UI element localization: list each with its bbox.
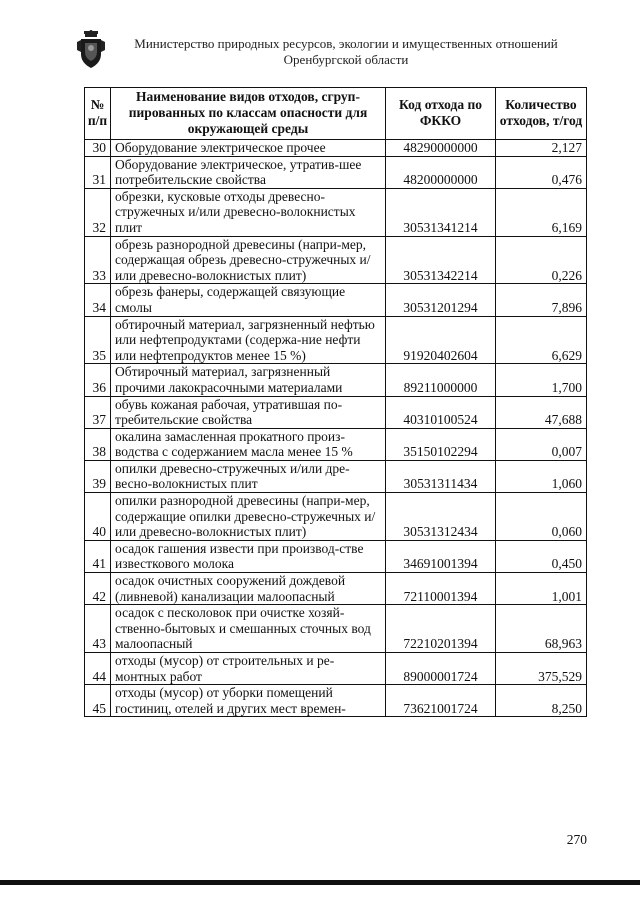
row-number: 37 [85,396,111,428]
waste-quantity: 8,250 [496,685,587,717]
fkko-code: 89211000000 [386,364,496,396]
row-number: 42 [85,573,111,605]
table-row [85,236,587,284]
waste-quantity: 1,001 [496,573,587,605]
waste-quantity: 47,688 [496,396,587,428]
table-row [85,316,587,364]
table-row [85,605,587,653]
waste-name: Оборудование электрическое прочее [111,140,386,157]
table-row [85,428,587,460]
fkko-code: 48200000000 [386,156,496,188]
waste-name: обтирочный материал, загрязненный нефтью или нефтепродуктами (содержа-ние нефти или нефтепродуктов менее 15 %) [111,316,386,364]
row-number: 36 [85,364,111,396]
waste-name: Оборудование электрическое, утратив-шее потребительские свойства [111,156,386,188]
table-row [85,653,587,685]
row-number: 44 [85,653,111,685]
header-number: № п/п [85,88,111,140]
waste-name: опилки древесно-стружечных и/или дре-весно-волокнистых плит [111,460,386,492]
fkko-code: 89000001724 [386,653,496,685]
table-row [85,364,587,396]
waste-name: окалина замасленная прокатного произ-водства с содержанием масла менее 15 % [111,428,386,460]
waste-name: обрезки, кусковые отходы древесно-стружечных и/или древесно-волокнистых плит [111,188,386,236]
scan-edge-bar [0,880,640,885]
waste-name: обрезь фанеры, содержащей связующие смолы [111,284,386,316]
table-row [85,493,587,541]
waste-quantity: 0,007 [496,428,587,460]
row-number: 31 [85,156,111,188]
table-row [85,140,587,157]
region-name: Оренбургской области [283,52,409,67]
waste-quantity: 0,450 [496,540,587,572]
row-number: 43 [85,605,111,653]
ministry-header [108,36,584,68]
waste-name: отходы (мусор) от уборки помещений гостиниц, отелей и других мест времен- [111,685,386,717]
row-number: 40 [85,493,111,541]
fkko-code: 30531342214 [386,236,496,284]
header-waste-name: Наименование видов отходов, сгруп-пированных по классам опасности для окружающей среды [111,88,386,140]
header-fkko-code: Код отхода по ФККО [386,88,496,140]
fkko-code: 91920402604 [386,316,496,364]
fkko-code: 30531311434 [386,460,496,492]
fkko-code: 34691001394 [386,540,496,572]
waste-name: Обтирочный материал, загрязненный прочими лакокрасочными материалами [111,364,386,396]
waste-quantity: 0,060 [496,493,587,541]
row-number: 41 [85,540,111,572]
waste-quantity: 7,896 [496,284,587,316]
waste-quantity: 375,529 [496,653,587,685]
waste-name: отходы (мусор) от строительных и ре-монтных работ [111,653,386,685]
fkko-code: 30531201294 [386,284,496,316]
row-number: 34 [85,284,111,316]
waste-quantity: 6,629 [496,316,587,364]
row-number: 45 [85,685,111,717]
waste-quantity: 0,476 [496,156,587,188]
waste-quantity: 68,963 [496,605,587,653]
table-row [85,188,587,236]
page-number: 270 [566,832,587,847]
fkko-code: 48290000000 [386,140,496,157]
waste-quantity: 1,700 [496,364,587,396]
waste-name: осадок очистных сооружений дождевой (ливневой) канализации малоопасный [111,573,386,605]
row-number: 32 [85,188,111,236]
waste-table [84,87,587,717]
table-row [85,284,587,316]
waste-name: обувь кожаная рабочая, утратившая по-требительские свойства [111,396,386,428]
fkko-code: 72210201394 [386,605,496,653]
row-number: 30 [85,140,111,157]
waste-quantity: 0,226 [496,236,587,284]
table-header-row [85,88,587,140]
table-row [85,573,587,605]
fkko-code: 73621001724 [386,685,496,717]
header-quantity: Количество отходов, т/год [496,88,587,140]
row-number: 33 [85,236,111,284]
table-row [85,396,587,428]
waste-name: осадок гашения извести при производ-стве известкового молока [111,540,386,572]
row-number: 38 [85,428,111,460]
fkko-code: 30531341214 [386,188,496,236]
waste-name: обрезь разнородной древесины (напри-мер, содержащая обрезь древесно-стружечных и/или древесно-волокнистых плит) [111,236,386,284]
waste-quantity: 1,060 [496,460,587,492]
fkko-code: 72110001394 [386,573,496,605]
fkko-code: 40310100524 [386,396,496,428]
table-row [85,540,587,572]
row-number: 35 [85,316,111,364]
fkko-code: 30531312434 [386,493,496,541]
waste-quantity: 6,169 [496,188,587,236]
waste-name: опилки разнородной древесины (напри-мер, содержащие опилки древесно-стружечных и/или древесно-волокнистых плит) [111,493,386,541]
row-number: 39 [85,460,111,492]
ministry-name: Министерство природных ресурсов, экологии и имущественных отношений [134,36,558,51]
waste-quantity: 2,127 [496,140,587,157]
table-row [85,460,587,492]
fkko-code: 35150102294 [386,428,496,460]
table-row [85,685,587,717]
coat-of-arms-icon [76,30,106,70]
table-row [85,156,587,188]
waste-name: осадок с песколовок при очистке хозяй-ственно-бытовых и смешанных сточных вод малоопасный [111,605,386,653]
